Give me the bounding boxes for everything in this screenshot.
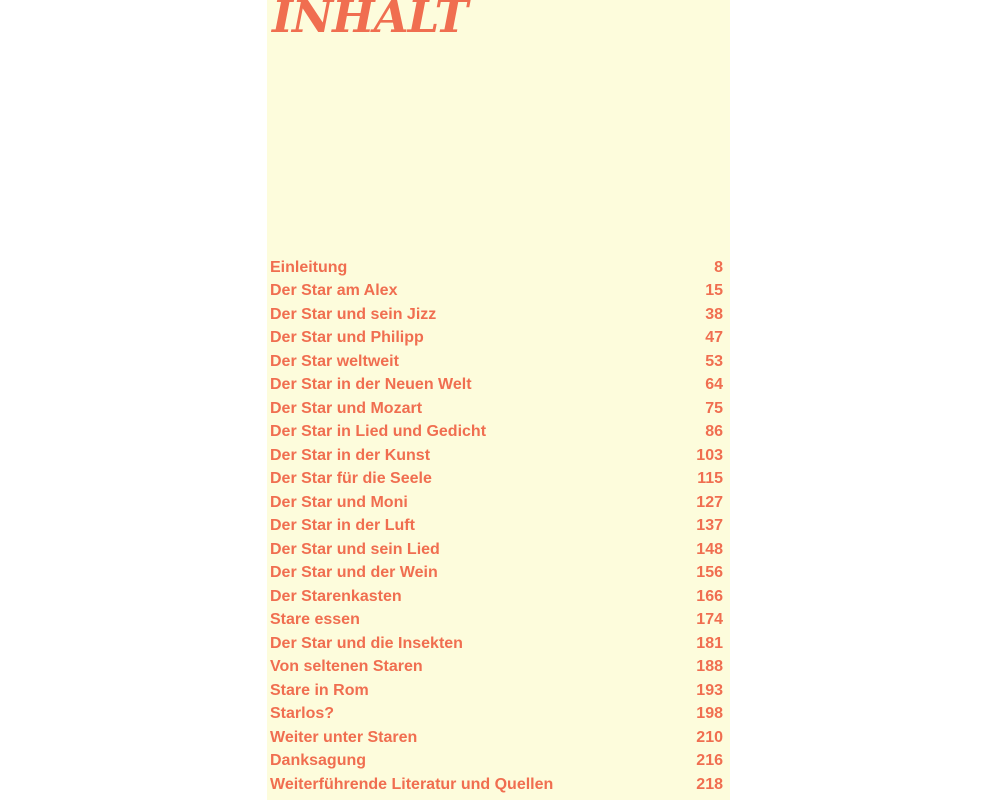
table-of-contents	[270, 256, 723, 797]
toc-page-number: 47	[705, 329, 723, 347]
toc-entry-title: Weiter unter Staren	[270, 728, 418, 746]
toc-entry	[270, 562, 723, 586]
toc-page-number: 127	[696, 493, 723, 511]
toc-entry	[270, 303, 723, 327]
toc-entry-title: Der Star und sein Lied	[270, 540, 440, 558]
toc-entry	[270, 256, 723, 280]
toc-page-number: 174	[696, 611, 723, 629]
toc-entry-title: Von seltenen Staren	[270, 658, 423, 676]
toc-entry	[270, 679, 723, 703]
toc-entry	[270, 538, 723, 562]
toc-page-number: 193	[696, 681, 723, 699]
toc-entry-title: Der Starenkasten	[270, 587, 402, 605]
toc-page-number: 38	[705, 305, 723, 323]
toc-entry	[270, 350, 723, 374]
toc-page-number: 75	[705, 399, 723, 417]
toc-page-number: 216	[696, 752, 723, 770]
toc-entry	[270, 632, 723, 656]
toc-entry-title: Der Star in der Neuen Welt	[270, 376, 472, 394]
toc-entry-title: Der Star weltweit	[270, 352, 399, 370]
toc-page-number: 115	[697, 470, 723, 488]
toc-entry-title: Danksagung	[270, 752, 367, 770]
book-page	[267, 0, 730, 800]
toc-page-number: 15	[705, 282, 723, 300]
toc-page-number: 181	[696, 634, 723, 652]
toc-entry-title: Der Star am Alex	[270, 282, 398, 300]
toc-entry	[270, 585, 723, 609]
toc-entry-title: Der Star und Philipp	[270, 329, 424, 347]
toc-page-number: 156	[696, 564, 723, 582]
toc-entry	[270, 491, 723, 515]
toc-page-number: 166	[696, 587, 723, 605]
toc-entry	[270, 515, 723, 539]
toc-entry-title: Der Star in der Luft	[270, 517, 415, 535]
toc-entry-title: Der Star für die Seele	[270, 470, 432, 488]
toc-entry-title: Der Star und Mozart	[270, 399, 423, 417]
toc-page-number: 188	[696, 658, 723, 676]
toc-entry	[270, 468, 723, 492]
toc-page-number: 8	[714, 258, 723, 276]
toc-entry-title: Einleitung	[270, 258, 348, 276]
toc-entry	[270, 656, 723, 680]
toc-entry	[270, 397, 723, 421]
page-title: INHALT	[272, 0, 468, 43]
toc-page-number: 218	[696, 775, 723, 793]
toc-entry-title: Starlos?	[270, 705, 335, 723]
toc-entry	[270, 609, 723, 633]
toc-entry-title: Der Star in der Kunst	[270, 446, 431, 464]
toc-entry-title: Der Star und Moni	[270, 493, 408, 511]
toc-entry	[270, 726, 723, 750]
toc-page-number: 53	[705, 352, 723, 370]
toc-page-number: 64	[705, 376, 723, 394]
toc-entry-title: Der Star und der Wein	[270, 564, 438, 582]
toc-page-number: 148	[696, 540, 723, 558]
toc-entry	[270, 374, 723, 398]
toc-entry	[270, 444, 723, 468]
toc-page-number: 137	[696, 517, 723, 535]
toc-page-number: 198	[696, 705, 723, 723]
toc-entry-title: Der Star und die Insekten	[270, 634, 463, 652]
toc-page-number: 210	[696, 728, 723, 746]
toc-entry	[270, 703, 723, 727]
toc-entry-title: Stare in Rom	[270, 681, 369, 699]
toc-entry-title: Stare essen	[270, 611, 360, 629]
toc-entry	[270, 421, 723, 445]
toc-entry-title: Weiterführende Literatur und Quellen	[270, 775, 554, 793]
toc-entry-title: Der Star in Lied und Gedicht	[270, 423, 487, 441]
toc-page-number: 103	[696, 446, 723, 464]
toc-page-number: 86	[705, 423, 723, 441]
toc-entry	[270, 280, 723, 304]
toc-entry	[270, 773, 723, 797]
toc-entry	[270, 327, 723, 351]
toc-entry-title: Der Star und sein Jizz	[270, 305, 437, 323]
toc-entry	[270, 750, 723, 774]
